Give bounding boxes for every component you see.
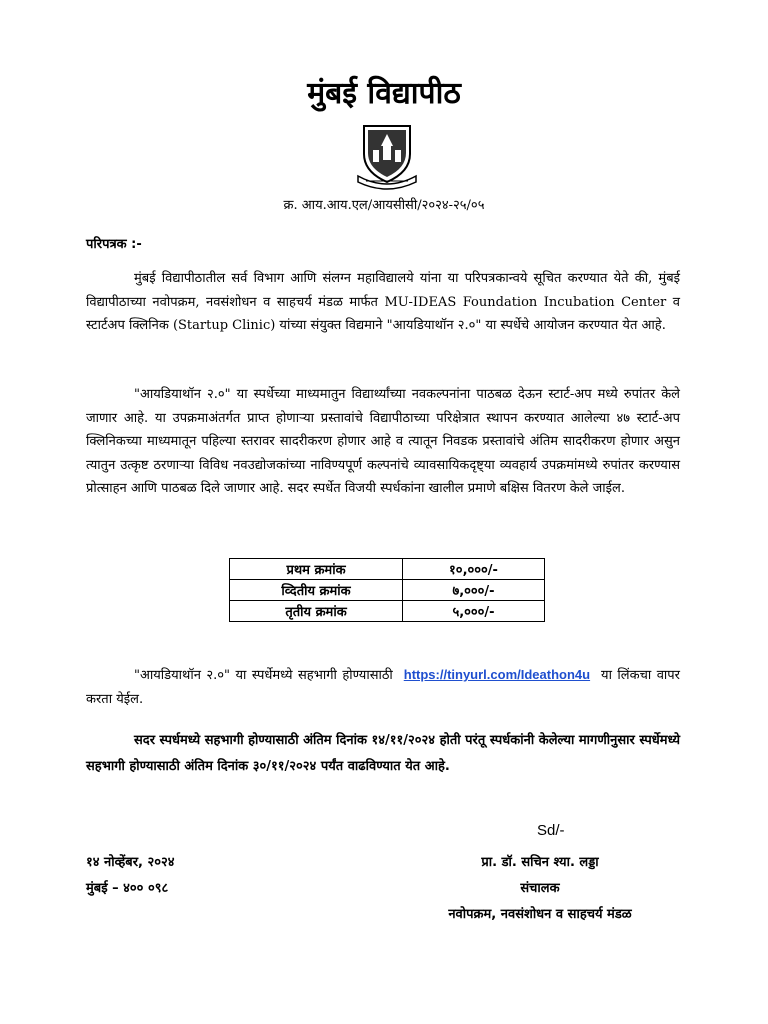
registration-link[interactable]: https://tinyurl.com/Ideathon4u xyxy=(403,667,591,682)
issue-date: १४ नोव्हेंबर, २०२४ xyxy=(86,855,175,870)
signatory-office: नवोपक्रम, नवसंशोधन व साहचर्य मंडळ xyxy=(448,907,632,922)
prize-rank: तृतीय क्रमांक xyxy=(230,601,403,622)
signature-mark: Sd/- xyxy=(537,822,565,839)
signatory-name: प्रा. डॉ. सचिन श्या. लड्डा xyxy=(481,855,599,870)
paragraph-deadline-extension: सदर स्पर्धमध्ये सहभागी होण्यासाठी अंतिम दिनांक १४/११/२०२४ होती परंतू स्पर्धकांनी केलेल्या मागणीनुसार स्पर्धेमध्ये सहभागी होण्यासाठी अंतिम दिनांक ३०/११/२०२४ पर्यंत वाढविण्यात येत आहे. xyxy=(86,733,680,774)
table-row xyxy=(230,601,545,622)
table-row xyxy=(230,580,545,601)
prize-table xyxy=(229,558,545,622)
table-row xyxy=(230,559,545,580)
reference-number: क्र. आय.आय.एल/आयसीसी/२०२४-२५/०५ xyxy=(283,198,485,213)
paragraph-announcement: मुंबई विद्यापीठातील सर्व विभाग आणि संलग्न महाविद्यालये यांना या परिपत्रकान्वये सूचित करण्यात येते की, मुंबई विद्यापीठाच्या नवोपक्रम, नवसंशोधन व साहचर्य मंडळ मार्फत MU-IDEAS Foundation Incubation Center व स्टार्टअप क्लिनिक (Startup Clinic) यांच्या संयुक्त विद्यमाने "आयडियाथॉन २.०" या स्पर्धेचे आयोजन करण्यात येत आहे. xyxy=(86,271,680,333)
prize-amount: १०,०००/- xyxy=(403,559,545,580)
circular-label: परिपत्रक :- xyxy=(86,237,142,252)
prize-rank: प्रथम क्रमांक xyxy=(230,559,403,580)
university-crest-icon xyxy=(356,120,418,192)
university-title: मुंबई विद्यापीठ xyxy=(307,76,461,111)
issue-place: मुंबई – ४०० ०९८ xyxy=(86,881,169,896)
registration-text-end: या लिंकचा वापर करता येईल. xyxy=(86,668,680,707)
paragraph-registration xyxy=(86,663,680,711)
prize-amount: ७,०००/- xyxy=(403,580,545,601)
registration-text: "आयडियाथॉन २.०" या स्पर्धेमध्ये सहभागी होण्यासाठी xyxy=(134,668,393,683)
paragraph-details: "आयडियाथॉन २.०" या स्पर्धेच्या माध्यमातुन विद्यार्थ्यांच्या नवकल्पनांना पाठबळ देऊन स्टार्ट-अप मध्ये रुपांतर केले जाणार आहे. या उपक्रमाअंतर्गत प्राप्त होणाऱ्या प्रस्तावांचे विद्यापीठाच्या परिक्षेत्रात स्थापन करण्यात आलेल्या ४७ स्टार्ट-अप क्लिनिकच्या माध्यमातून पहिल्या स्तरावर सादरीकरण होणार आहे व त्यातून निवडक प्रस्तावांचे अंतिम सादरीकरण होणार असुन त्यातुन उत्कृष्ट ठरणाऱ्या विविध नवउद्योजकांच्या नाविण्यपूर्ण कल्पनांचे व्यावसायिकदृष्ट्या व्यवहार्य उपक्रमांमध्ये रुपांतर करण्यास प्रोत्साहन आणि पाठबळ दिले जाणार आहे. सदर स्पर्धेत विजयी स्पर्धकांना खालील प्रमाणे बक्षिस वितरण केले जाईल. xyxy=(86,387,680,496)
prize-rank: व्दितीय क्रमांक xyxy=(230,580,403,601)
signatory-block xyxy=(420,850,660,928)
signatory-title: संचालक xyxy=(520,881,560,896)
prize-amount: ५,०००/- xyxy=(403,601,545,622)
date-place-block xyxy=(86,850,175,902)
